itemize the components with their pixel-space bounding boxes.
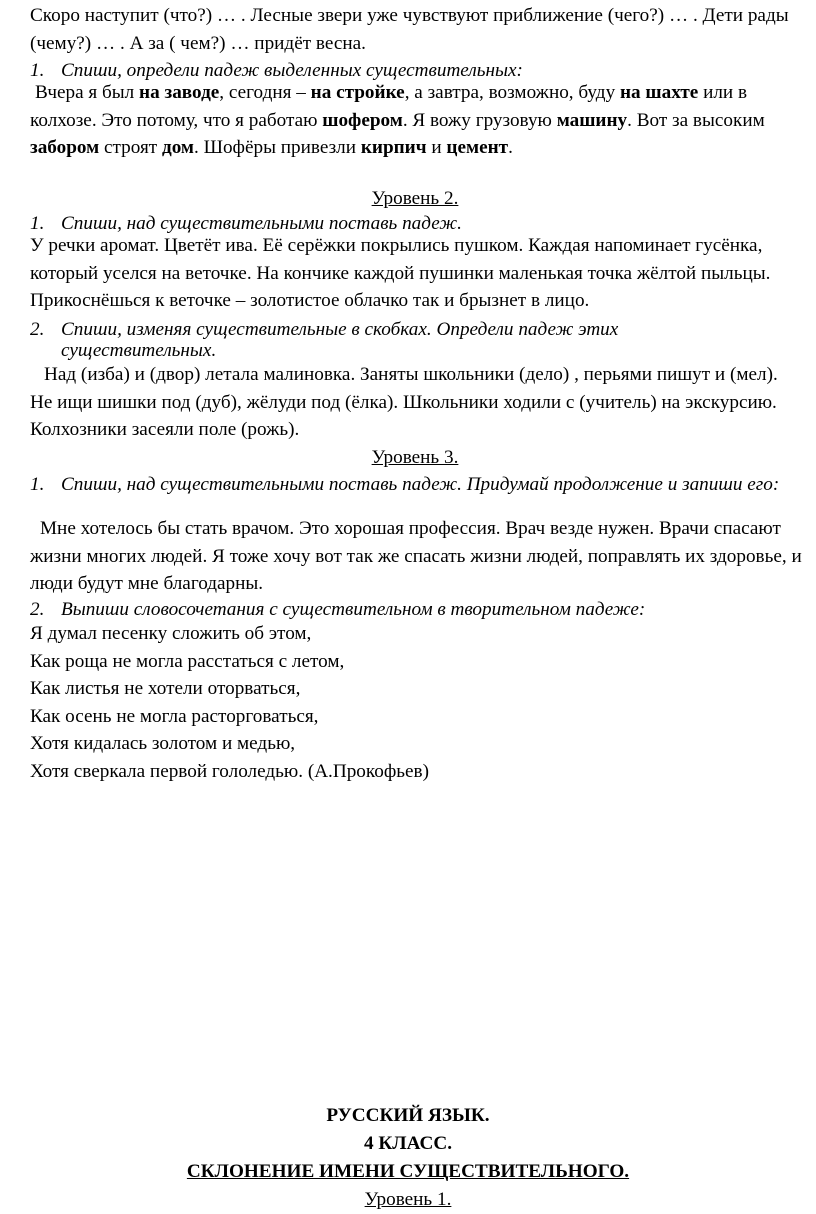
paragraph-level2-2: Над (изба) и (двор) летала малиновка. Заняты школьники (дело) , перьями пишут и (мел). Не ищи шишки под (дуб), жёлуди под (ёлка). Школьники ходили с (учитель) на экскурсию. Колхозники засеяли поле (рожь). [30,364,778,440]
poem-line: Как листья не хотели оторваться, [30,678,301,699]
highlighted-noun: кирпич [360,137,427,158]
highlighted-noun: машину [556,109,628,131]
task-number: 2. [30,599,45,620]
text-run: Вчера я был [35,82,140,103]
task-number: 2. [30,319,45,340]
text-run: , а завтра, возможно, буду [404,82,620,103]
text-run: или в колхозе. Это потому, что я работаю [30,82,748,131]
poem-line: Хотя кидалась золотом и медью, [30,733,296,754]
task-text: Спиши, над существительными поставь падеж. Придумай продолжение и запиши его: [61,474,780,495]
intro-paragraph: Скоро наступит (что?) … . Лесные звери уже чувствуют приближение (чего?) … . Дети рады (чему?) … . А за ( чем?) … придёт весна. [30,5,789,54]
highlighted-noun: на заводе [139,82,220,103]
task-level2-2 [30,319,750,361]
highlighted-noun: дом [161,137,194,158]
task-text: Спиши, над существительными поставь падеж. [61,213,462,234]
poem [30,620,800,785]
poem-line: Как роща не могла расстаться с летом, [30,650,345,672]
task-text: Спиши, определи падеж выделенных существительных: [61,60,523,81]
poem-line: Как осень не могла расторговаться, [30,705,319,727]
level3-heading: Уровень 3. [371,447,459,468]
paragraph-level1 [30,79,800,162]
level1-heading: Уровень 1. [364,1189,452,1210]
highlighted-noun: забором [30,137,100,158]
poem-line: Хотя сверкала первой гололедью. (А.Прокофьев) [30,760,429,782]
task-level3-1 [30,474,800,495]
text-run: . Вот за высоким [627,109,765,131]
highlighted-noun: на стройке [310,82,405,103]
highlighted-noun: цемент [446,137,509,158]
task-number: 1. [30,213,45,234]
paragraph-level2-1: У речки аромат. Цветёт ива. Её серёжки покрылись пушком. Каждая напоминает гусёнка, который уселся на веточке. На кончике каждой пушинки маленькая точка жёлтой пыльцы. Прикоснёшься к веточке – золотистое облачко так и брызнет в лицо. [30,235,771,311]
task-number: 1. [30,474,45,495]
task-text: Выпиши словосочетания с существительном в творительном падеже: [61,599,646,620]
text-run: . Шофёры привезли [194,137,361,158]
task-level2-1 [30,213,810,234]
task-text: Спиши, изменяя существительные в скобках. Определи падеж этих существительных. [61,319,619,361]
paragraph-level3-1: Мне хотелось бы стать врачом. Это хорошая профессия. Врач везде нужен. Врачи спасают жизни многих людей. Я тоже хочу вот так же спасать жизни людей, поправлять их здоровье, и люди будут мне благодарны. [30,518,802,594]
text-run: . [508,137,513,158]
task-number: 1. [30,60,45,81]
subject-title: РУССКИЙ ЯЗЫК. [326,1105,490,1126]
task-level1-1 [30,60,810,81]
grade-title: 4 КЛАСС. [363,1133,452,1154]
text-run: , сегодня – [219,82,311,103]
poem-line: Я думал песенку сложить об этом, [30,623,312,644]
topic-title: СКЛОНЕНИЕ ИМЕНИ СУЩЕСТВИТЕЛЬНОГО. [186,1161,630,1182]
text-run: строят [99,137,162,158]
task-level3-2 [30,599,810,620]
text-run: и [426,137,447,158]
highlighted-noun: на шахте [619,82,699,103]
level2-heading: Уровень 2. [371,188,459,209]
text-run: . Я вожу грузовую [402,109,557,131]
highlighted-noun: шофером [322,109,403,131]
